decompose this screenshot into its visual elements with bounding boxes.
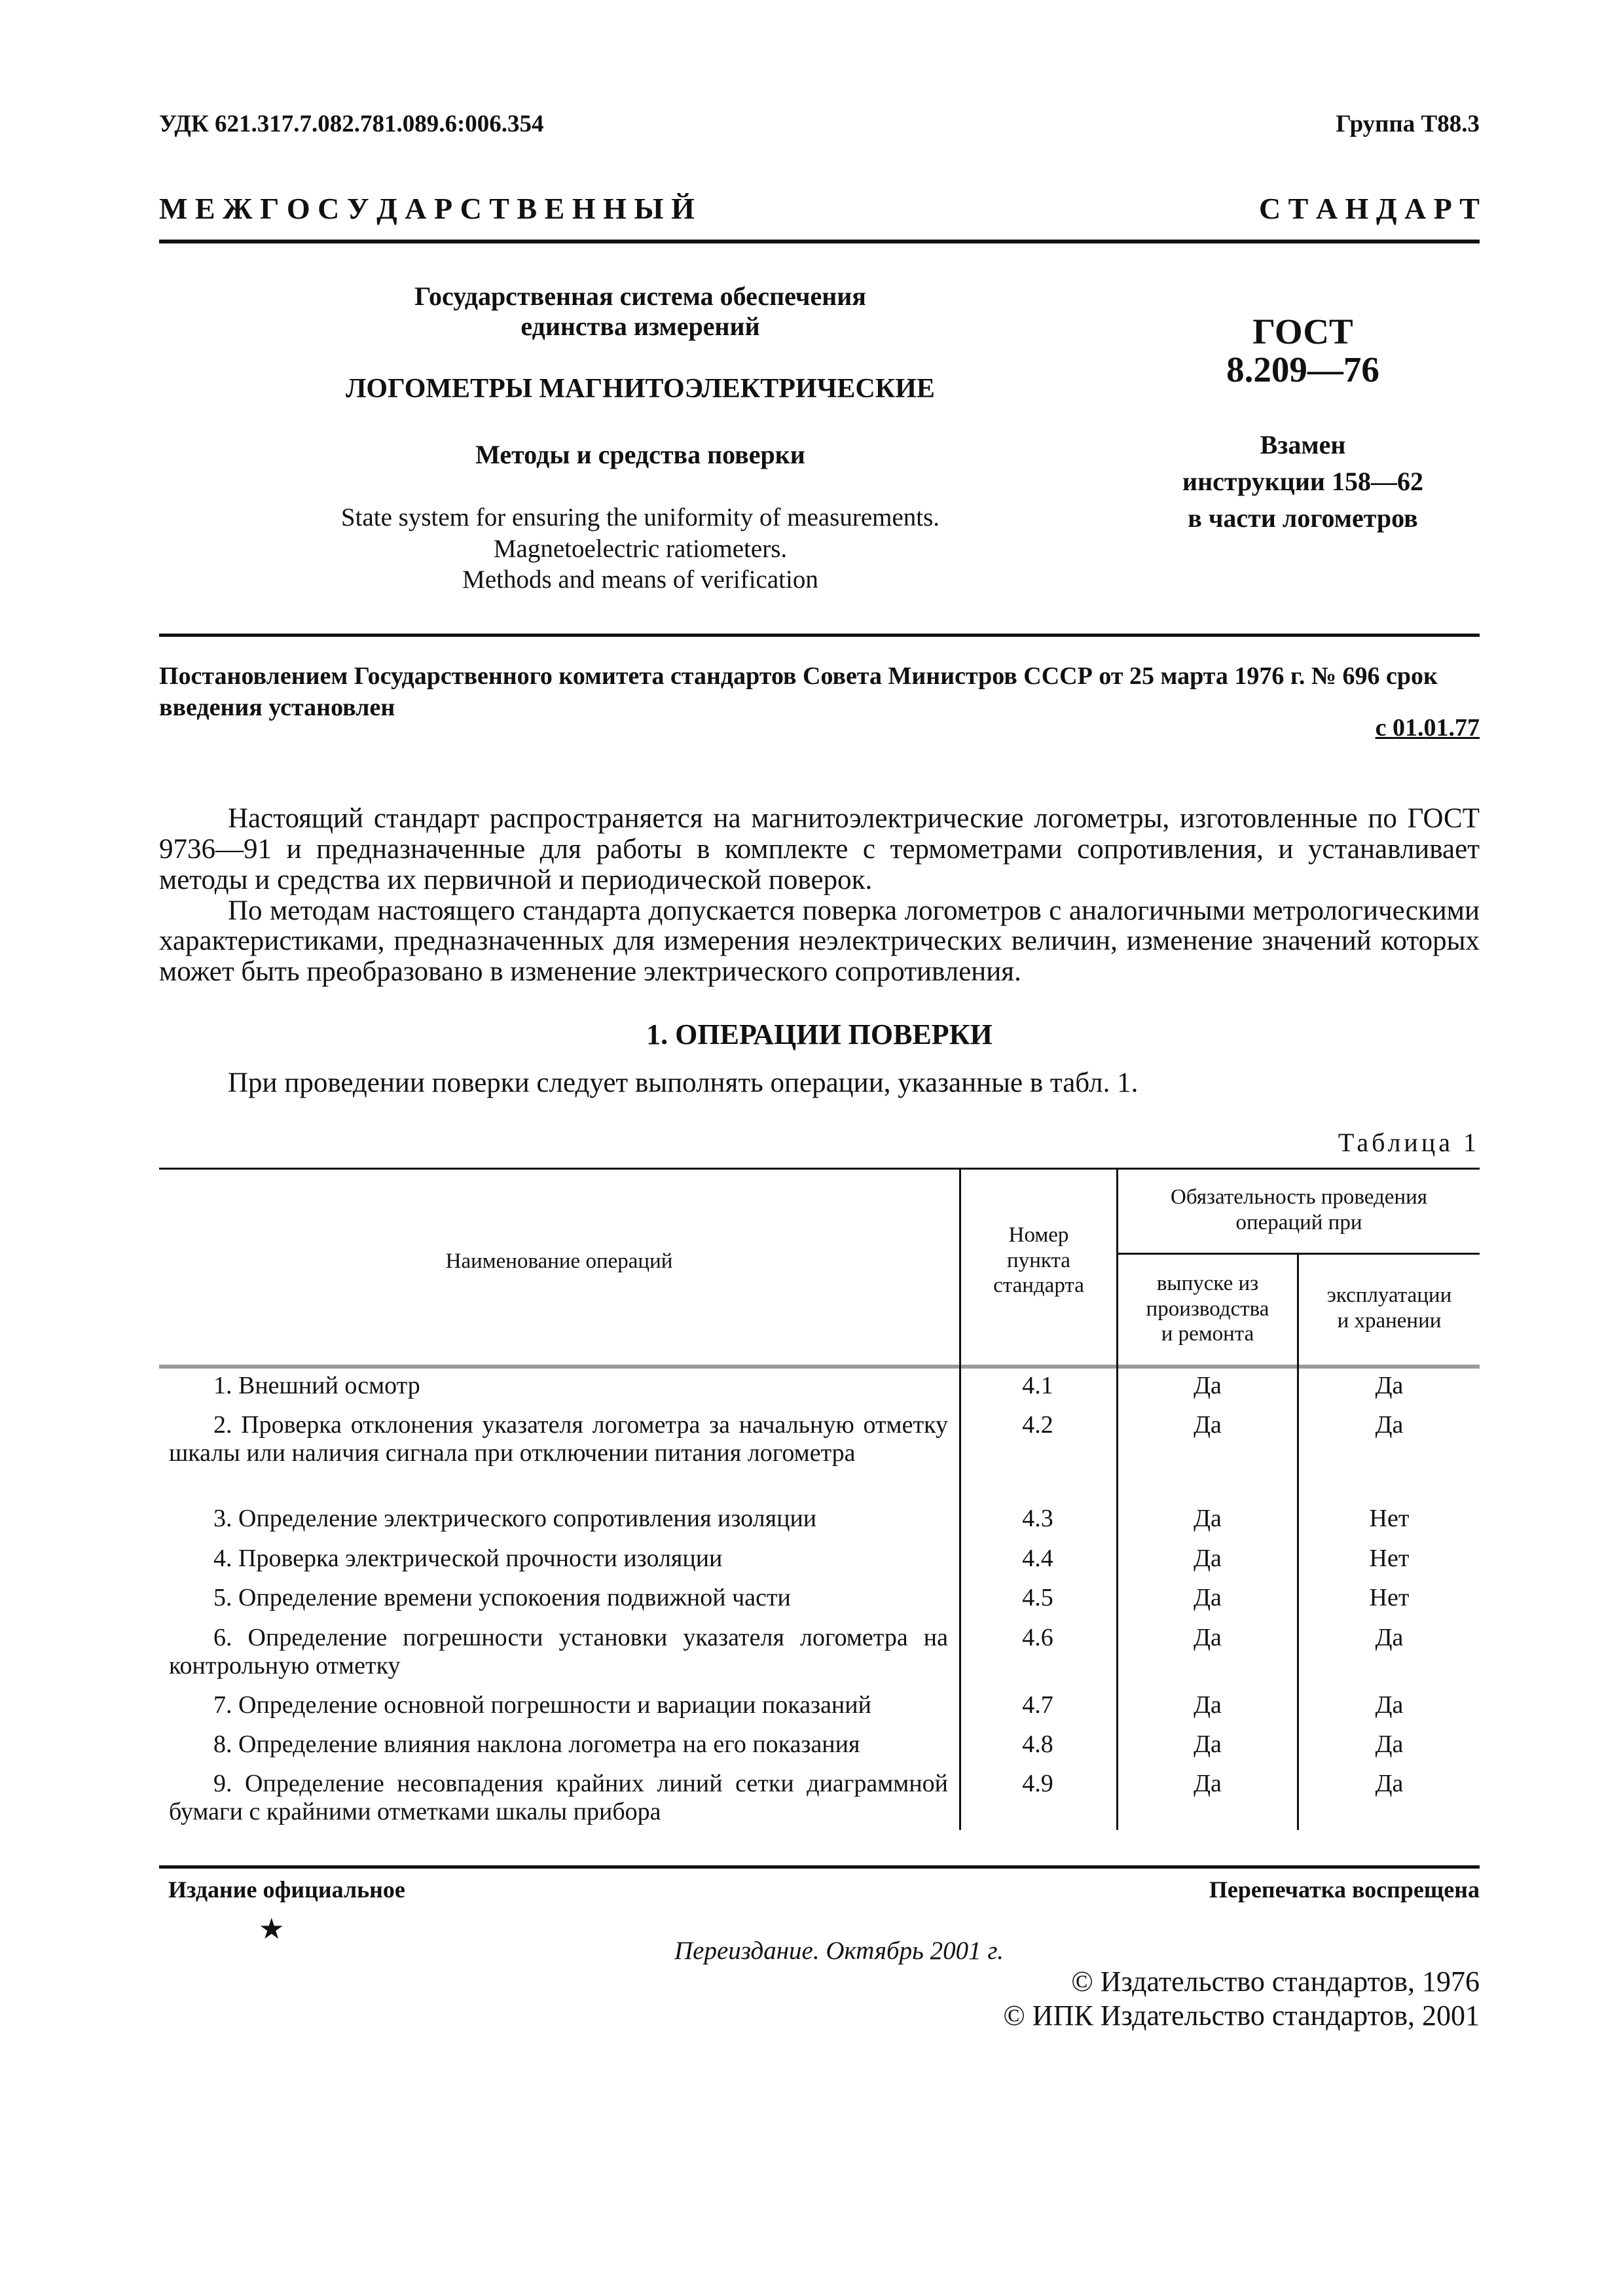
row-name: 7. Определение основной погрешности и вариации показаний [213, 1691, 871, 1719]
row-number: 4.7 [1022, 1691, 1053, 1719]
header-operation-name: Наименование операций [445, 1249, 673, 1273]
reissue-note: Переиздание. Октябрь 2001 г. [674, 1937, 1004, 1965]
row-number: 4.4 [1022, 1545, 1053, 1572]
row-operation: Да [1375, 1411, 1404, 1439]
row-release: Да [1194, 1624, 1222, 1651]
header-line: производства [1146, 1297, 1269, 1321]
row-name: 6. Определение погрешности установки указателя логометра на контрольную отметку [169, 1624, 948, 1679]
row-release: Да [1194, 1584, 1222, 1611]
row-operation: Да [1375, 1624, 1404, 1651]
row-operation: Нет [1369, 1505, 1410, 1532]
gost-designation [1152, 313, 1453, 389]
banner-word-interstate: М Е Ж Г О С У Д А Р С Т В Е Н Н Ы Й [159, 192, 695, 225]
row-number: 4.3 [1022, 1505, 1053, 1532]
paragraph: Настоящий стандарт распространяется на магнитоэлектрические логометры, изготовленные по ГОСТ 9736—91 и предназначенные для работы в комплекте с термометрами сопротивления, и устанавливает методы и средства их первичной и периодической поверок. [159, 803, 1480, 895]
header-rule [159, 634, 1480, 637]
header-line: выпуске из [1156, 1272, 1259, 1295]
row-name: 4. Проверка электрической прочности изоляции [213, 1545, 723, 1572]
table-subheader-rule [1118, 1253, 1480, 1255]
header-obligation [1118, 1185, 1480, 1235]
header-line: пункта [1007, 1248, 1070, 1272]
row-name: 5. Определение времени успокоения подвижной части [213, 1584, 791, 1611]
banner-rule [159, 240, 1480, 243]
row-operation: Нет [1369, 1545, 1410, 1572]
section-title: 1. ОПЕРАЦИИ ПОВЕРКИ [646, 1018, 993, 1050]
effective-date: с 01.01.77 [1375, 714, 1480, 742]
official-edition: Издание официальное [168, 1876, 405, 1903]
interstate-standard-banner [159, 191, 1480, 226]
paragraph: По методам настоящего стандарта допускается поверка логометров с аналогичными метрологическими характеристиками, предназначенных для измерения неэлектрических величин, изменение значений которых может быть преобразовано в изменение электрического сопротивления. [159, 895, 1480, 988]
copyright-line: © Издательство стандартов, 1976 [1071, 1965, 1480, 1998]
header-line: и хранении [1337, 1308, 1442, 1333]
row-number: 4.5 [1022, 1584, 1053, 1611]
gost-number: 8.209—76 [1226, 349, 1379, 389]
udk-code: УДК 621.317.7.082.781.089.6:006.354 [159, 111, 544, 137]
system-heading-line: единства измерений [520, 312, 760, 341]
row-release: Да [1194, 1372, 1222, 1399]
row-operation: Нет [1369, 1584, 1410, 1611]
header-line: операций при [1235, 1210, 1362, 1234]
header-line: Обязательность проведения [1171, 1185, 1427, 1209]
star-icon: ★ [259, 1913, 285, 1945]
header-clause-number [961, 1223, 1116, 1299]
header-line: эксплуатации [1326, 1283, 1452, 1307]
row-number: 4.6 [1022, 1624, 1053, 1651]
row-operation: Да [1375, 1731, 1404, 1758]
decree-text: Постановлением Государственного комитета стандартов Совета Министров СССР от 25 марта 1976 г. № 696 срок введения установлен [159, 662, 1438, 721]
row-number: 4.9 [1022, 1770, 1053, 1797]
row-number: 4.1 [1022, 1372, 1053, 1399]
row-name: 2. Проверка отклонения указателя логометра за начальную отметку шкалы или наличия сигнала при отключении питания логометра [169, 1411, 948, 1467]
row-release: Да [1194, 1731, 1222, 1758]
table-caption: Таблица 1 [1338, 1128, 1480, 1157]
reprint-prohibited: Перепечатка воспрещена [1209, 1876, 1480, 1903]
body-text [159, 804, 1480, 988]
english-title [159, 502, 1122, 596]
row-release: Да [1194, 1505, 1222, 1532]
group-code: Группа Т88.3 [1336, 111, 1480, 137]
english-title-line: State system for ensuring the uniformity of measurements. [340, 503, 940, 531]
row-operation: Да [1375, 1770, 1404, 1797]
row-name: 3. Определение электрического сопротивления изоляции [213, 1505, 817, 1532]
header-line: и ремонта [1161, 1322, 1254, 1346]
system-heading-line: Государственная система обеспечения [414, 281, 866, 311]
banner-word-standard: С Т А Н Д А Р Т [1258, 192, 1480, 225]
row-name: 8. Определение влияния наклона логометра на его показания [213, 1731, 860, 1758]
row-release: Да [1194, 1691, 1222, 1719]
document-subtitle: Методы и средства поверки [475, 440, 805, 469]
table-top-rule [159, 1168, 1480, 1170]
english-title-line: Magnetoelectric ratiometers. [493, 534, 788, 563]
row-name: 9. Определение несовпадения крайних линий сетки диаграммной бумаги с крайними отметками шкалы прибора [169, 1770, 948, 1825]
system-heading [159, 281, 1122, 342]
section-intro: При проведении поверки следует выполнять операции, указанные в табл. 1. [228, 1067, 1139, 1098]
replacement-note [1152, 427, 1453, 537]
header-release [1118, 1271, 1297, 1347]
gost-label: ГОСТ [1252, 312, 1353, 351]
row-release: Да [1194, 1770, 1222, 1797]
footer-rule [159, 1865, 1480, 1869]
row-number: 4.2 [1022, 1411, 1053, 1439]
row-number: 4.8 [1022, 1731, 1053, 1758]
table-header-rule [159, 1365, 1480, 1369]
header-line: Номер [1008, 1223, 1069, 1247]
row-name: 1. Внешний осмотр [213, 1372, 420, 1399]
row-release: Да [1194, 1545, 1222, 1572]
document-title: ЛОГОМЕТРЫ МАГНИТОЭЛЕКТРИЧЕСКИЕ [346, 374, 935, 404]
replacement-line: инструкции 158—62 [1182, 467, 1423, 496]
operations-table [159, 1168, 1480, 1830]
row-operation: Да [1375, 1691, 1404, 1719]
copyright-line: © ИПК Издательство стандартов, 2001 [1003, 1999, 1480, 2032]
replacement-line: в части логометров [1188, 503, 1418, 533]
header-line: стандарта [993, 1274, 1084, 1298]
copyright-block [1003, 1965, 1480, 2033]
row-release: Да [1194, 1411, 1222, 1439]
english-title-line: Methods and means of verification [462, 565, 818, 594]
header-operation [1299, 1283, 1480, 1333]
replacement-line: Взамен [1260, 430, 1346, 459]
row-operation: Да [1375, 1372, 1404, 1399]
